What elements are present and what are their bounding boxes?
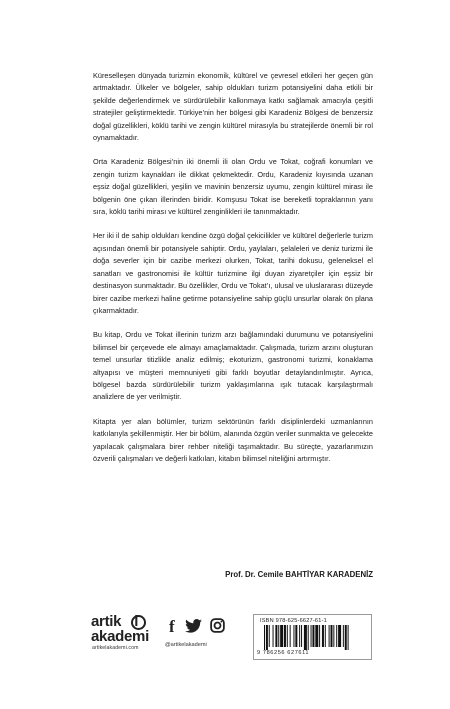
facebook-icon: f [169, 617, 175, 636]
publisher-logo [91, 614, 159, 654]
blurb-text [93, 70, 373, 477]
paragraph-5: Kitapta yer alan bölümler, turizm sektörünün farklı disiplinlerdeki uzmanlarının katkılarıyla şekillenmiştir. Her bir bölüm, alanında özgün veriler sunmakta ve gelecekte yapılacak çalışmalara birer rehber niteliği taşımaktadır. Bu süreçte, yazarlarımızın özverili çalışmaları ve değerli katkıları, kitabın bilimsel niteliğini artırmıştır. [93, 416, 373, 463]
barcode-bar [343, 625, 344, 647]
logo-text-l: l [134, 613, 139, 630]
barcode-bar [308, 625, 309, 650]
barcode-bar [284, 625, 286, 647]
paragraph-4: Bu kitap, Ordu ve Tokat illerinin turizm arzı bağlamındaki durumunu ve potansiyelini bilimsel bir çerçevede ele almayı amaçlamaktadır. Çalışmada, turizm arzını oluşturan temel unsurlar titizlikle analiz edilmiş; ekoturizm, gastronomi turizmi, konaklama altyapısı ve müşteri memnuniyeti gibi farklı boyutlar detaylandırılmıştır. Ayrıca, bölgesel bazda sürdürülebilir turizm yaklaşımlarına ışık tutacak karşılaştırmalı analizlere de yer verilmiştir. [93, 330, 373, 402]
paragraph-1: Küreselleşen dünyada turizmin ekonomik, kültürel ve çevresel etkileri her geçen gün artmaktadır. Ülkeler ve bölgeler, sahip oldukları turizm potansiyelini daha etkili bir şekilde değerlendirmek ve sürdürülebilir kalkınmaya katkı sağlamak amacıyla çeşitli stratejiler geliştirmektedir. Türkiye’nin her bölgesi gibi Karadeniz Bölgesi de benzersiz doğal güzellikleri, köklü tarihi ve zengin kültürel mirasıyla bu stratejilerde önemli bir rol oynamaktadır. [93, 71, 373, 143]
barcode-bar [290, 625, 291, 647]
barcode-bar [280, 625, 283, 647]
barcode-bar [311, 625, 312, 647]
barcode-bars [258, 625, 366, 650]
barcode-bar [287, 625, 288, 647]
author-name: Prof. Dr. Cemile BAHTİYAR KARADENİZ [225, 570, 373, 579]
social-icons [165, 617, 237, 637]
barcode-bar [266, 625, 268, 650]
isbn-label: ISBN 978-625-6627-61-1 [260, 618, 327, 624]
barcode-bar [345, 625, 347, 650]
twitter-icon [185, 619, 202, 633]
social-block [163, 617, 241, 653]
barcode-bar [299, 625, 300, 647]
paragraph-3: Her iki il de sahip oldukları kendine özgü doğal çekicilikler ve kültürel değerlerle turizm açısından önemli bir potansiyele sahiptir. Ordu, yaylaları, şelaleleri ve deniz turizmi ile doğa severler için bir cazibe merkezi olurken, Tokat, tarihi dokusu, geleneksel el sanatları ve gastronomisi ile kültür turizmine ilgi duyan ziyaretçiler için eşsiz bir destinasyon sunmaktadır. Bu özellikler, Ordu ve Tokat’ı, ulusal ve uluslararası düzeyde birer cazibe merkezi haline getirme potansiyeline sahip güçlü unsurlar olarak ön plana çıkarmaktadır. [93, 231, 373, 315]
barcode-bar [312, 625, 314, 647]
barcode-bar [348, 625, 349, 650]
social-handle: @artikelakademi [165, 642, 207, 648]
barcode-bar [325, 625, 326, 647]
barcode-bar [315, 625, 318, 647]
barcode-bar [322, 625, 324, 647]
barcode-digits: 9 786256 627611 [257, 650, 310, 656]
barcode-bar [329, 625, 330, 647]
barcode-bar [295, 625, 297, 647]
barcode-bar [304, 625, 307, 650]
paragraph-2: Orta Karadeniz Bölgesi’nin iki önemli ili olan Ordu ve Tokat, coğrafi konumları ve zengin turizm kaynakları ile dikkat çekmektedir. Ordu, Karadeniz kıyısında uzanan eşsiz doğal güzellikleri, yeşilin ve mavinin benzersiz uyumu, zengin kültürel mirası ile bölgenin öne çıkan illerinden biridir. Komşusu Tokat ise bereketli topraklarının yanı sıra, köklü tarihi mirası ve kültürel zenginlikleri ile tanınmaktadır. [93, 157, 373, 217]
barcode-bar [275, 625, 277, 647]
barcode-bar [293, 625, 294, 647]
barcode-bar [333, 625, 334, 647]
isbn-barcode [253, 614, 372, 660]
publisher-url: artikelakademi.com [92, 645, 139, 651]
barcode-bar [278, 625, 279, 647]
instagram-icon [210, 618, 225, 633]
barcode-bar [301, 625, 302, 647]
logo-text-artik: artik [91, 613, 122, 630]
barcode-bar [269, 625, 270, 647]
barcode-bar [331, 625, 333, 647]
publisher-logo-wordmark-bottom: akademi [91, 628, 149, 645]
barcode-bar [338, 625, 341, 647]
barcode-bar [273, 625, 274, 647]
barcode-bar [336, 625, 337, 647]
barcode-bar [319, 625, 320, 647]
barcode-bar [264, 625, 265, 650]
